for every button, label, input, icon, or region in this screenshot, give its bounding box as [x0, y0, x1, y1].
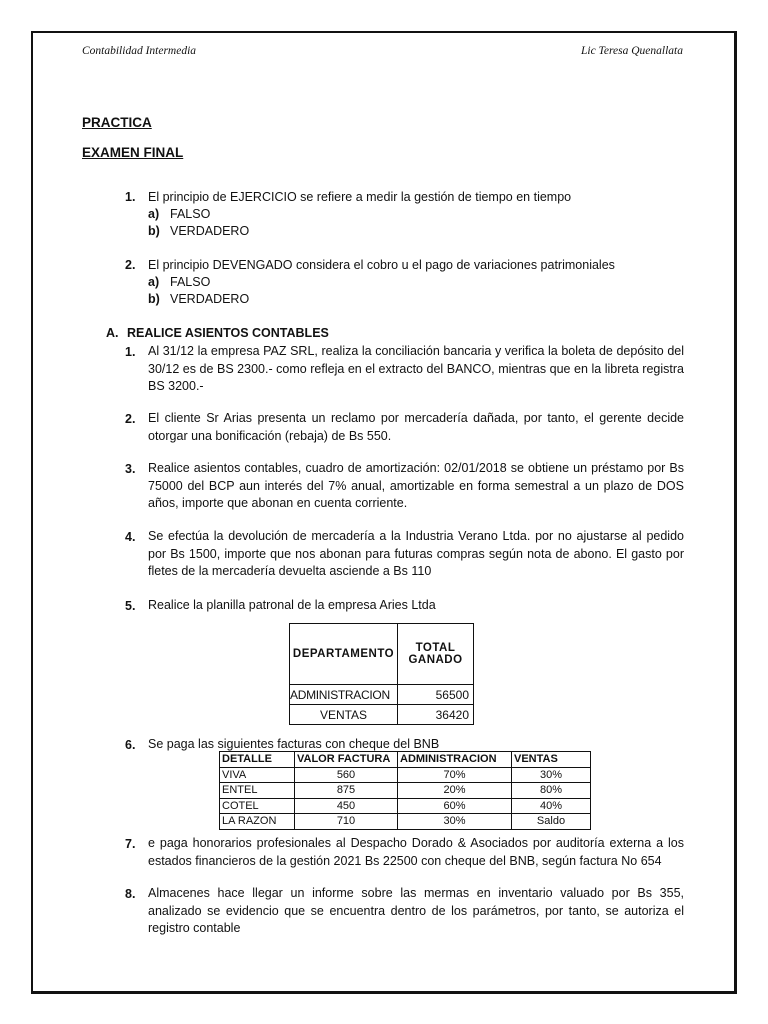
- item-1-number: 1.: [125, 345, 136, 359]
- table-cell: 20%: [398, 783, 512, 799]
- table-cell: 710: [295, 814, 398, 830]
- item-7-number: 7.: [125, 837, 136, 851]
- header-teacher: Lic Teresa Quenallata: [580, 45, 683, 57]
- table-cell: 30%: [512, 767, 591, 783]
- planilla-table: [289, 623, 474, 725]
- item-3-text: Realice asientos contables, cuadro de amortización: 02/01/2018 se obtiene un préstamo por Bs 75000 del BCP aun interés del 7% anual, amortizable en forma semestral a un plazo de DOS años, importe que abonan en cuenta corriente.: [148, 461, 684, 510]
- question-2-option-a: [148, 275, 210, 289]
- option-letter: a): [148, 207, 160, 221]
- table-row: [220, 767, 591, 783]
- question-1-number: 1.: [125, 190, 136, 204]
- table-header-row: [220, 752, 591, 768]
- table-row: [290, 705, 474, 725]
- option-text: FALSO: [170, 275, 211, 289]
- table-cell: 30%: [398, 814, 512, 830]
- table-cell: ADMINISTRACION: [290, 685, 398, 705]
- table-cell: 875: [295, 783, 398, 799]
- question-2-text: El principio DEVENGADO considera el cobro u el pago de variaciones patrimoniales: [148, 258, 615, 272]
- header-cell: TOTAL GANADO: [398, 624, 474, 685]
- option-letter: b): [148, 224, 160, 238]
- table-cell: 36420: [398, 705, 474, 725]
- section-a-letter: A.: [106, 326, 119, 340]
- table-cell: 60%: [398, 798, 512, 814]
- section-a-title: REALICE ASIENTOS CONTABLES: [127, 326, 329, 340]
- table-cell: ENTEL: [220, 783, 295, 799]
- header-course: Contabilidad Intermedia: [82, 45, 197, 57]
- question-2-number: 2.: [125, 258, 136, 272]
- header-cell: ADMINISTRACION: [398, 752, 512, 768]
- table-cell: 70%: [398, 767, 512, 783]
- item-5-text: Realice la planilla patronal de la empresa Aries Ltda: [148, 598, 436, 612]
- table-cell: VIVA: [220, 767, 295, 783]
- header-cell: DETALLE: [220, 752, 295, 768]
- header-cell: VALOR FACTURA: [295, 752, 398, 768]
- table-cell: COTEL: [220, 798, 295, 814]
- option-text: VERDADERO: [170, 224, 250, 238]
- question-1-text: El principio de EJERCICIO se refiere a medir la gestión de tiempo en tiempo: [148, 190, 572, 204]
- title-examen-final: EXAMEN FINAL: [82, 145, 184, 160]
- table-row: [290, 685, 474, 705]
- table-cell: 56500: [398, 685, 474, 705]
- item-7-text: e paga honorarios profesionales al Despacho Dorado & Asociados por auditoría externa a los estados financieros de la gestión 2021 Bs 22500 con cheque del BNB, según factura No 654: [148, 836, 684, 868]
- question-1-option-a: [148, 207, 210, 221]
- item-2-number: 2.: [125, 412, 136, 426]
- item-1-text: Al 31/12 la empresa PAZ SRL, realiza la conciliación bancaria y verifica la boleta de depósito del 30/12 es de BS 2300.- como refleja en el extracto del BANCO, mientras que en la libreta registra BS 3200.-: [148, 344, 684, 393]
- item-8-text: Almacenes hace llegar un informe sobre las mermas en inventario valuado por Bs 355, analizado se evidencio que se encuentra dentro de los parámetros, por tanto, se autoriza el registro contable: [148, 886, 684, 935]
- item-5-number: 5.: [125, 599, 136, 613]
- item-6-text: Se paga las siguientes facturas con cheque del BNB: [148, 737, 440, 751]
- table-cell: 560: [295, 767, 398, 783]
- table-row: [220, 814, 591, 830]
- table-header-row: [290, 624, 474, 685]
- option-text: VERDADERO: [170, 292, 250, 306]
- item-4-number: 4.: [125, 530, 136, 544]
- option-letter: a): [148, 275, 160, 289]
- table-cell: VENTAS: [290, 705, 398, 725]
- table-cell: 80%: [512, 783, 591, 799]
- item-8-number: 8.: [125, 887, 136, 901]
- section-a-heading: [106, 326, 329, 340]
- question-2-option-b: [148, 292, 249, 306]
- table-cell: 40%: [512, 798, 591, 814]
- item-3-number: 3.: [125, 462, 136, 476]
- option-text: FALSO: [170, 207, 211, 221]
- header-cell: VENTAS: [512, 752, 591, 768]
- table-cell: 450: [295, 798, 398, 814]
- table-row: [220, 783, 591, 799]
- item-2-text: El cliente Sr Arias presenta un reclamo por mercadería dañada, por tanto, el gerente decide otorgar una bonificación (rebaja) de Bs 550.: [148, 411, 684, 443]
- item-6-number: 6.: [125, 738, 136, 752]
- table-cell: LA RAZON: [220, 814, 295, 830]
- table-row: [220, 798, 591, 814]
- title-practica: PRACTICA: [82, 115, 152, 130]
- question-1-option-b: [148, 224, 249, 238]
- table-cell: Saldo: [512, 814, 591, 830]
- facturas-table: [219, 751, 591, 830]
- option-letter: b): [148, 292, 160, 306]
- item-4-text: Se efectúa la devolución de mercadería a la Industria Verano Ltda. por no ajustarse al pedido por Bs 1500, importe que nos abonan para futuras compras según nota de abono. El gasto por fletes de la mercadería devuelta asciende a Bs 110: [148, 529, 684, 578]
- header-cell: DEPARTAMENTO: [290, 624, 398, 685]
